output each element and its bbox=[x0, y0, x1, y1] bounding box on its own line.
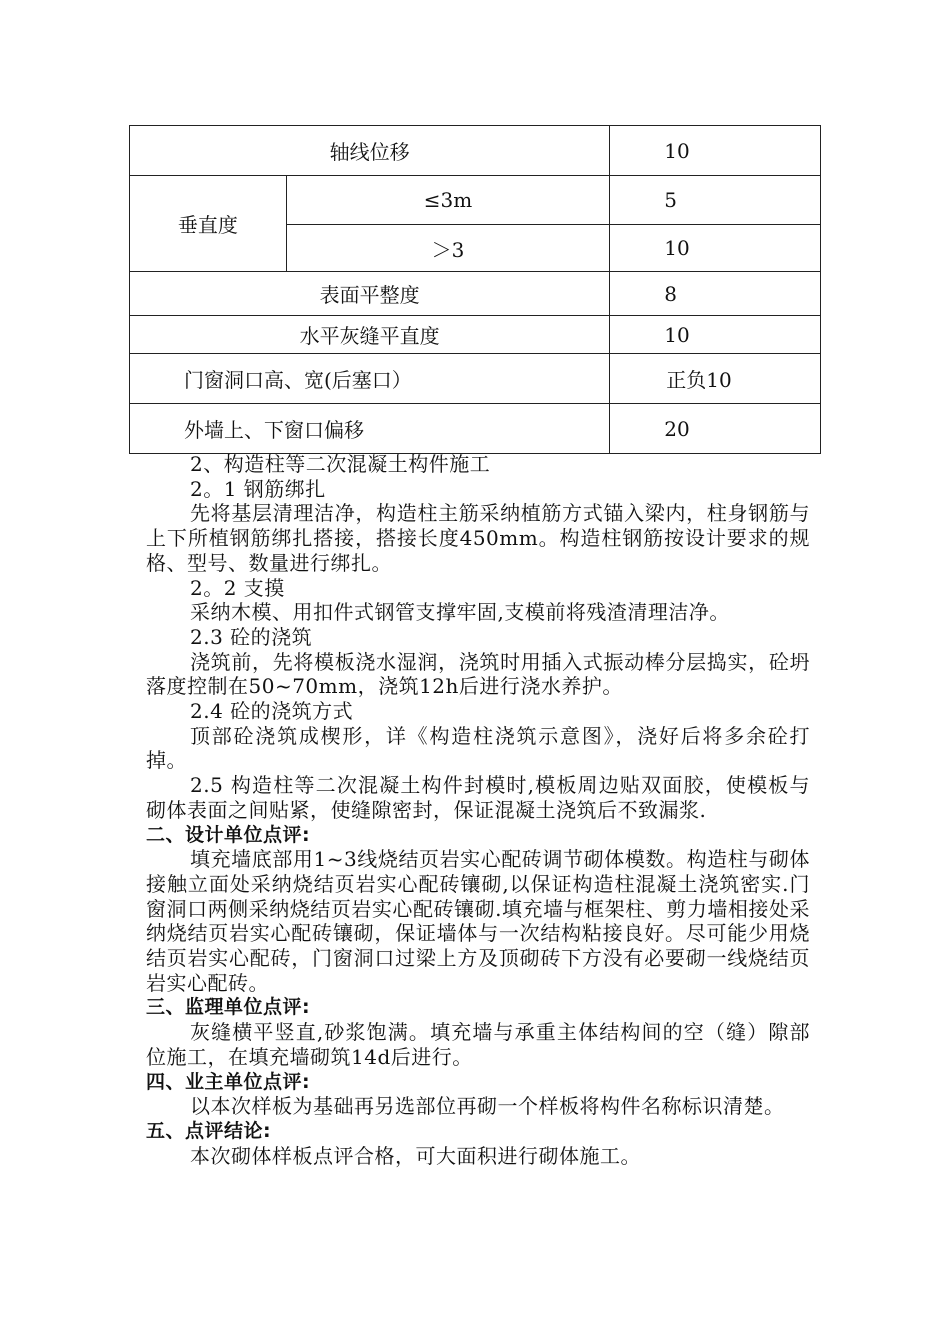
section-2-title: 2、构造柱等二次混凝土构件施工 bbox=[190, 452, 491, 476]
table-row bbox=[130, 176, 821, 225]
owner-review-heading: 四、业主单位点评: bbox=[146, 1070, 311, 1093]
section-2-3-text: 浇筑前，先将模板浇水湿润，浇筑时用插入式振动棒分层捣实，砼坍落度控制在50~70mm，浇筑12h后进行浇水养护。 bbox=[146, 649, 810, 699]
design-review-heading: 二、设计单位点评: bbox=[146, 823, 311, 846]
section-2-1-title: 2。1 钢筋绑扎 bbox=[190, 476, 326, 501]
row-label: 表面平整度 bbox=[130, 272, 610, 316]
row-value: 10 bbox=[610, 126, 821, 176]
row-label: 门窗洞口高、宽(后塞口） bbox=[130, 354, 610, 404]
supervision-review-heading: 三、监理单位点评: bbox=[146, 996, 311, 1019]
table-row bbox=[130, 404, 821, 454]
conclusion-heading: 五、点评结论: bbox=[146, 1119, 272, 1142]
table-row bbox=[130, 316, 821, 354]
section-2-1-text: 先将基层清理洁净，构造柱主筋采纳植筋方式锚入梁内，柱身钢筋与上下所植钢筋绑扎搭接，搭接长度450mm。构造柱钢筋按设计要求的规格、型号、数量进行绑扎。 bbox=[146, 501, 810, 575]
sub-row-label: ≤3m bbox=[286, 176, 609, 225]
row-value: 10 bbox=[610, 225, 821, 272]
section-2-5-text: 2.5 构造柱等二次混凝土构件封模时,模板周边贴双面胶，使模板与砌体表面之间贴紧，使缝隙密封，保证混凝土浇筑后不致漏浆. bbox=[146, 773, 810, 822]
row-value: 5 bbox=[610, 176, 821, 225]
conclusion-text: 本次砌体样板点评合格，可大面积进行砌体施工。 bbox=[190, 1143, 641, 1168]
section-2-2-text: 采纳木模、用扣件式钢管支撑牢固,支模前将残渣清理洁净。 bbox=[190, 600, 730, 625]
section-2-2-title: 2。2 支摸 bbox=[190, 575, 285, 600]
section-2-4-title: 2.4 砼的浇筑方式 bbox=[190, 699, 354, 724]
row-label: 外墙上、下窗口偏移 bbox=[130, 404, 610, 454]
row-value: 8 bbox=[610, 272, 821, 316]
section-2-3-title: 2.3 砼的浇筑 bbox=[190, 624, 313, 649]
owner-review-text: 以本次样板为基础再另选部位再砌一个样板将构件名称标识清楚。 bbox=[190, 1094, 785, 1119]
row-label: 轴线位移 bbox=[130, 126, 610, 176]
table-row bbox=[130, 272, 821, 316]
section-2-4-text: 顶部砼浇筑成楔形，详《构造柱浇筑示意图》，浇好后将多余砼打掉。 bbox=[146, 723, 810, 773]
row-label: 垂直度 bbox=[130, 176, 287, 272]
supervision-review-text: 灰缝横平竖直,砂浆饱满。填充墙与承重主体结构间的空（缝）隙部位施工，在填充墙砌筑14d后进行。 bbox=[146, 1020, 810, 1069]
tolerance-table bbox=[129, 125, 821, 454]
row-value: 10 bbox=[610, 316, 821, 354]
table-row bbox=[130, 354, 821, 404]
row-value: 20 bbox=[610, 404, 821, 454]
document-body bbox=[146, 452, 810, 1168]
row-value: 正负10 bbox=[610, 354, 821, 404]
design-review-text: 填充墙底部用1~3线烧结页岩实心配砖调节砌体模数。构造柱与砌体接触立面处采纳烧结页岩实心配砖镶砌,以保证构造柱混凝土浇筑密实.门窗洞口两侧采纳烧结页岩实心配砖镶砌.填充墙与框架柱、剪力墙相接处采纳烧结页岩实心配砖镶砌，保证墙体与一次结构粘接良好。尽可能少用烧结页岩实心配砖，门窗洞口过梁上方及顶砌砖下方没有必要砌一线烧结页岩实心配砖。 bbox=[146, 847, 810, 995]
row-label: 水平灰缝平直度 bbox=[130, 316, 610, 354]
sub-row-label: ＞3 bbox=[286, 225, 609, 272]
table-row bbox=[130, 126, 821, 176]
